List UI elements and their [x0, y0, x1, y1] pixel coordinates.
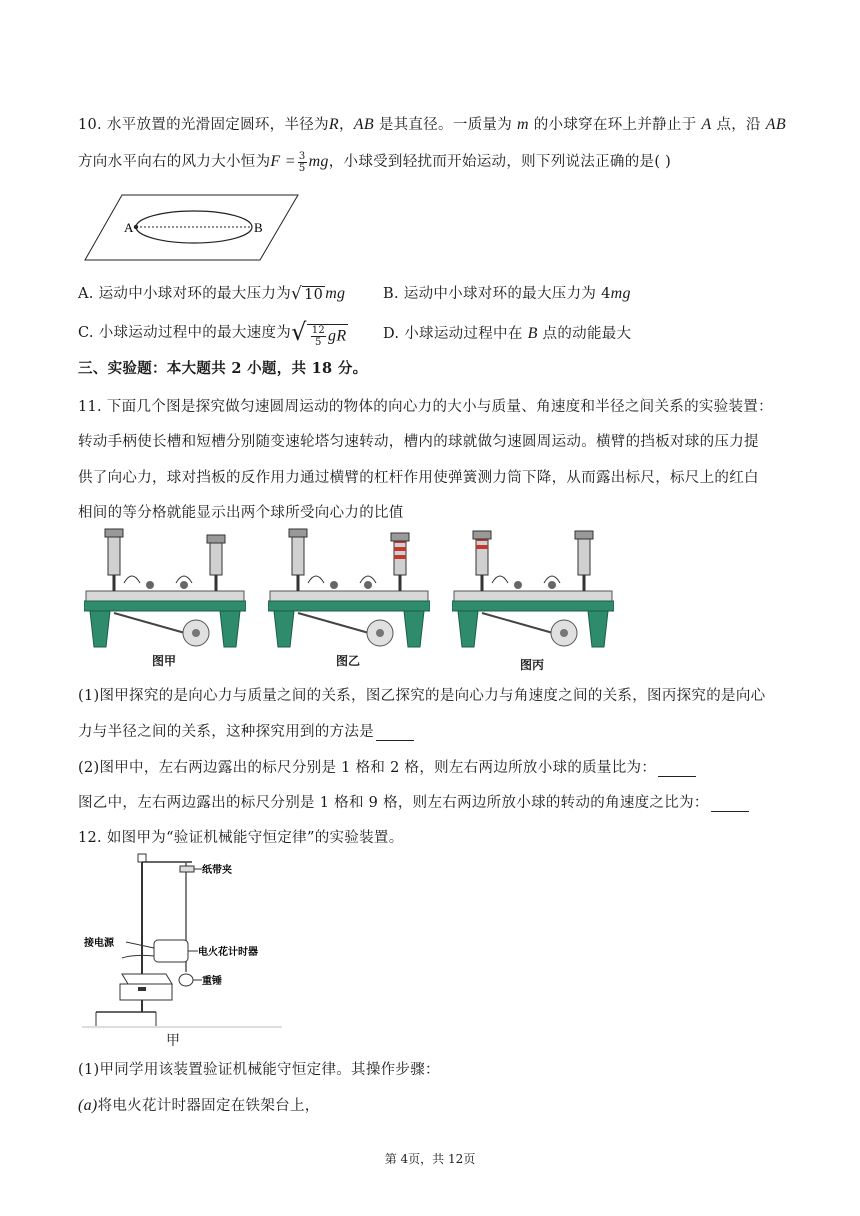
q12-line1: 12. 如图甲为“验证机械能守恒定律”的实验装置。 — [78, 830, 404, 846]
mechanical-energy-apparatus-figure — [82, 852, 282, 1028]
apparatus-figure-yi — [268, 527, 430, 649]
q10-line2: 方向水平向右的风力大小恒为F = $\frac{3}{5}$ mg，小球受到轻扰而开始运动，则下列说法正确的是( ) — [78, 150, 672, 174]
q11-part2-line2: 图乙中，左右两边露出的标尺分别是 1 格和 9 格，则左右两边所放小球的转动的角速度之比为： — [78, 791, 749, 812]
option-b: B. 运动中小球对环的最大压力为 4mg — [383, 285, 631, 302]
q11-part1-line2: 力与半径之间的关系，这种探究用到的方法是 — [78, 720, 414, 741]
point-a-label: A — [124, 220, 134, 235]
fraction-3-5: $\frac{3}{5}$ — [298, 150, 306, 174]
apparatus-figure-jia — [84, 527, 246, 649]
section-heading: 三、实验题：本大题共 2 小题，共 18 分。 — [78, 360, 368, 377]
caption-bing: 图丙 — [520, 658, 545, 672]
caption-yi: 图乙 — [336, 654, 361, 668]
point-b-label: B — [254, 220, 263, 235]
answer-blank-method[interactable] — [376, 726, 414, 741]
answer-blank-omega-ratio[interactable] — [711, 797, 749, 812]
q10-line1: 10. 水平放置的光滑固定圆环，半径为R，AB 是其直径。一质量为 m 的小球穿在环上并静止于 A 点，沿 AB — [78, 116, 786, 133]
option-d: D. 小球运动过程中在 B 点的动能最大 — [383, 325, 632, 342]
caption-q12-jia: 甲 — [166, 1033, 180, 1049]
q11-part2-line1: (2)图甲中，左右两边露出的标尺分别是 1 格和 2 格，则左右两边所放小球的质量比为： — [78, 756, 696, 777]
q11-line3: 供了向心力，球对挡板的反作用力通过横臂的杠杆作用使弹簧测力筒下降，从而露出标尺，标尺上的红白 — [78, 470, 759, 486]
weight-label: 重锤 — [202, 976, 222, 987]
q11-line1: 11. 下面几个图是探究做匀速圆周运动的物体的向心力的大小与质量、角速度和半径之间关系的实验装置： — [78, 399, 773, 415]
q12-part1: (1)甲同学用该装置验证机械能守恒定律。其操作步骤： — [78, 1062, 440, 1078]
timer-label: 电火花计时器 — [198, 947, 258, 958]
option-c: C. 小球运动过程中的最大速度为√ $\frac{12}{5}$ gR — [78, 318, 347, 348]
page-footer: 第 4页，共 12页 — [384, 1152, 476, 1166]
q11-part1-line1: (1)图甲探究的是向心力与质量之间的关系，图乙探究的是向心力与角速度之间的关系，图丙探究的是向心 — [78, 688, 766, 704]
apparatus-figure-bing — [452, 527, 614, 649]
clip-label: 纸带夹 — [202, 865, 232, 876]
ring-on-plane-figure — [84, 192, 304, 264]
q11-line2: 转动手柄使长槽和短槽分别随变速轮塔匀速转动，槽内的球就做匀速圆周运动。横臂的挡板对球的压力提 — [78, 434, 759, 450]
answer-blank-mass-ratio[interactable] — [658, 762, 696, 777]
caption-jia: 图甲 — [152, 654, 177, 668]
q11-line4: 相间的等分格就能显示出两个球所受向心力的比值 — [78, 505, 404, 521]
power-label: 接电源 — [84, 938, 114, 949]
option-a: A. 运动中小球对环的最大压力为√ 10 mg — [78, 284, 346, 304]
q12-step-a: (a)将电火花计时器固定在铁架台上， — [78, 1097, 320, 1114]
